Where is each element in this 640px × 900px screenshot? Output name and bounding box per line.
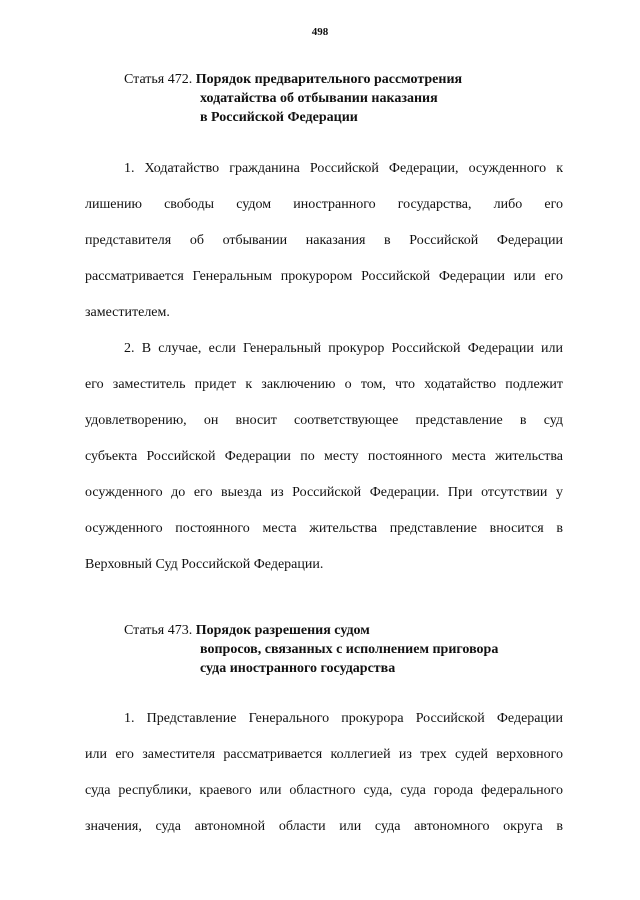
- article-473-title-line-3: суда иностранного государства: [200, 661, 396, 676]
- body-line: 1. Ходатайство гражданина Российской Федерации, осужденного к: [124, 161, 563, 176]
- body-line: осужденного постоянного места жительства представление вносится в: [85, 521, 563, 536]
- article-472-label: Статья 472.: [124, 72, 193, 87]
- body-line: заместителем.: [85, 305, 170, 320]
- body-line: лишению свободы судом иностранного государства, либо его: [85, 197, 563, 212]
- body-line: Верховный Суд Российской Федерации.: [85, 557, 324, 572]
- body-line: или его заместителя рассматривается коллегией из трех судей верховного: [85, 747, 563, 762]
- body-line: удовлетворению, он вносит соответствующее представление в суд: [85, 413, 563, 428]
- article-472-title-line-2: ходатайства об отбывании наказания: [200, 91, 438, 106]
- article-472-title-line-3: в Российской Федерации: [200, 110, 358, 125]
- body-line: суда республики, краевого или областного суда, суда города федерального: [85, 783, 563, 798]
- body-line: 1. Представление Генерального прокурора Российской Федерации: [124, 711, 563, 726]
- article-473-title-line-2: вопросов, связанных с исполнением приговора: [200, 642, 499, 657]
- article-472-heading: [124, 70, 462, 127]
- body-line: осужденного до его выезда из Российской Федерации. При отсутствии у: [85, 485, 563, 500]
- article-473-label: Статья 473.: [124, 623, 193, 638]
- body-line: значения, суда автономной области или суда автономного округа в: [85, 819, 563, 834]
- body-line: 2. В случае, если Генеральный прокурор Российской Федерации или: [124, 341, 563, 356]
- article-473-heading: [124, 621, 498, 678]
- body-line: представителя об отбывании наказания в Российской Федерации: [85, 233, 563, 248]
- article-472-title-line-1: Порядок предварительного рассмотрения: [195, 72, 463, 87]
- article-473-title-line-1: Порядок разрешения судом: [195, 623, 370, 638]
- body-line: его заместитель придет к заключению о том, что ходатайство подлежит: [85, 377, 563, 392]
- page-number: 498: [311, 26, 329, 38]
- body-line: рассматривается Генеральным прокурором Российской Федерации или его: [85, 269, 563, 284]
- body-line: субъекта Российской Федерации по месту постоянного места жительства: [85, 449, 563, 464]
